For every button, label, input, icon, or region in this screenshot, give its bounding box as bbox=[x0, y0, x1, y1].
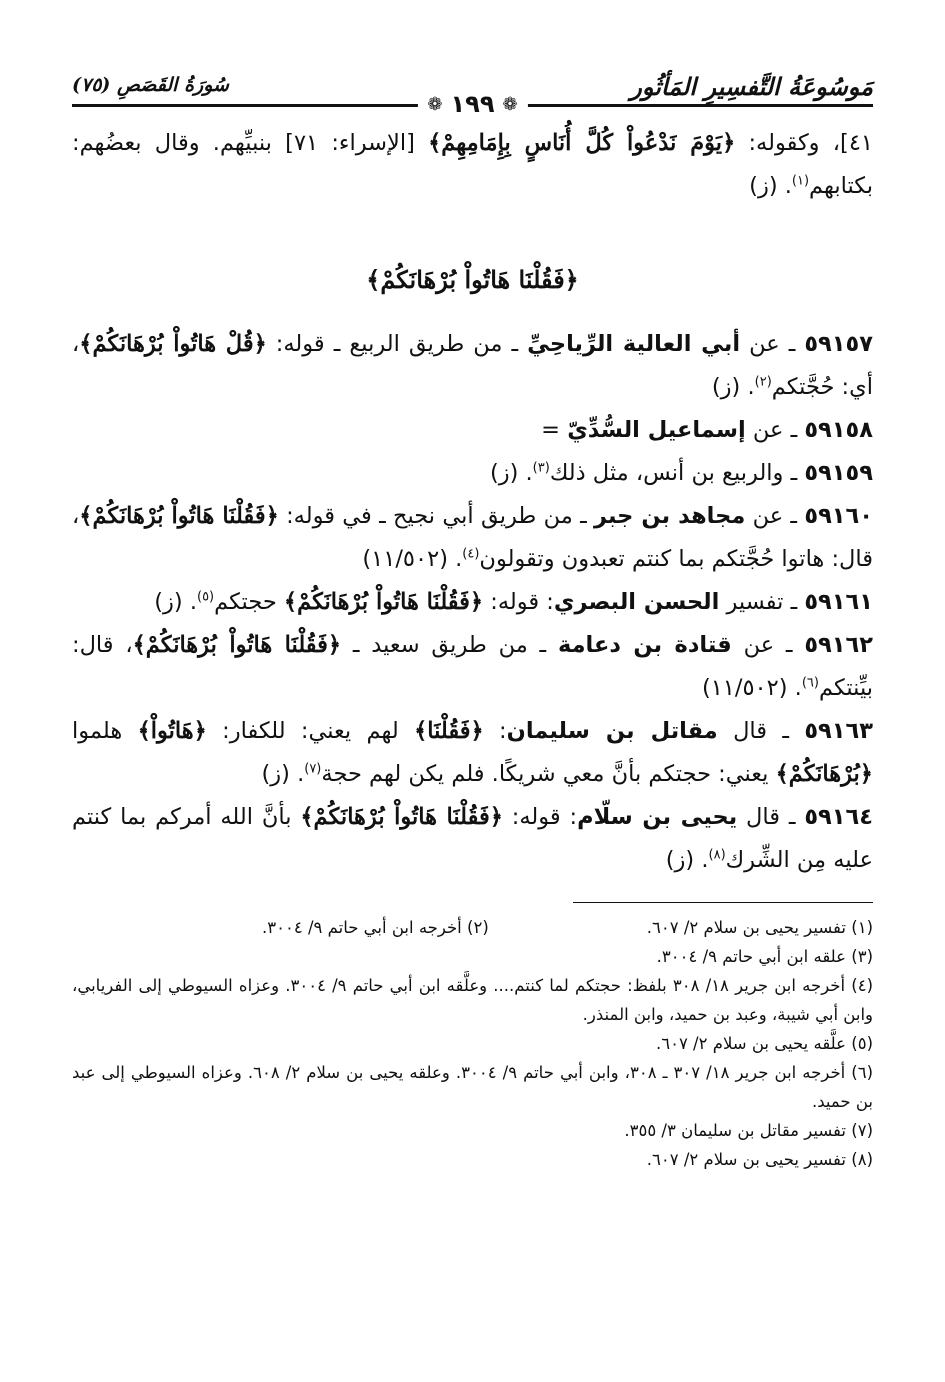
narrator-name: والربيع بن أنس bbox=[643, 460, 784, 486]
body-text bbox=[72, 122, 873, 882]
narration-number: ٥٩١٦١ bbox=[804, 589, 873, 615]
text-span: . (ز) bbox=[749, 173, 792, 199]
narration-number: ٥٩١٦٣ bbox=[804, 718, 873, 744]
text-span: ـ من طريق سعيد ـ bbox=[341, 632, 558, 658]
footnote-ref[interactable]: (٦) bbox=[801, 675, 819, 691]
quran-verse: ﴿قُلْ هَاتُواْ بُرْهَانَكُمْ﴾ bbox=[79, 331, 267, 357]
narrator-name: إسماعيل السُّدِّيّ bbox=[567, 417, 746, 443]
narration-entry bbox=[72, 796, 873, 882]
text-span: : bbox=[483, 718, 507, 744]
intro-paragraph bbox=[72, 122, 873, 208]
narrator-name: مقاتل بن سليمان bbox=[506, 718, 718, 744]
text-span: ـ عن bbox=[731, 632, 805, 658]
footnote-item: (٥) علَّقه يحيى بن سلام ٢/ ٦٠٧. bbox=[655, 1034, 873, 1053]
quran-verse: ﴿فَقُلْنَا هَاتُواْ بُرْهَانَكُمْ﴾ bbox=[283, 589, 484, 615]
narration-entry bbox=[72, 452, 873, 495]
narrator-name: قتادة بن دعامة bbox=[557, 632, 732, 658]
quran-verse: ﴿فَقُلْنَا﴾ bbox=[414, 718, 484, 744]
text-span: ، أي: حُجَّتكم bbox=[72, 331, 873, 400]
quran-verse: ﴿فَقُلْنَا هَاتُواْ بُرْهَانَكُمْ﴾ bbox=[79, 503, 279, 529]
narration-number: ٥٩١٥٩ bbox=[804, 460, 873, 486]
text-span: = bbox=[541, 417, 568, 443]
text-span: ، مثل ذلك bbox=[549, 460, 644, 486]
narrator-name: مجاهد بن جبر bbox=[594, 503, 746, 529]
text-span: ، قال: هاتوا حُجَّتكم بما كنتم تعبدون وتقولون bbox=[72, 503, 873, 572]
narration-number: ٥٩١٦٤ bbox=[804, 804, 873, 830]
footnote-item: (٢) أخرجه ابن أبي حاتم ٩/ ٣٠٠٤. bbox=[262, 918, 489, 937]
page-number: ١٩٩ bbox=[450, 90, 495, 118]
text-span: . (ز) bbox=[711, 374, 755, 400]
text-span: بأنَّ الله أمركم بما كنتم عليه مِن الشِّرك bbox=[72, 804, 873, 873]
text-span: ـ من طريق أبي نجيح ـ في قوله: bbox=[278, 503, 594, 529]
narration-number: ٥٩١٥٧ bbox=[804, 331, 873, 357]
text-span: . (ز) bbox=[154, 589, 197, 615]
narration-number: ٥٩١٦٠ bbox=[804, 503, 874, 529]
footnote-item: (٦) أخرجه ابن جرير ١٨/ ٣٠٧ ـ ٣٠٨، وابن أبي حاتم ٩/ ٣٠٠٤. وعلقه يحيى بن سلام ٢/ ٦٠٨. وعزاه السيوطي إلى عبد بن حميد. bbox=[72, 1063, 874, 1111]
page-number-box bbox=[417, 90, 527, 118]
surah-label: سُورَةُ القَصَصِ (٧٥) bbox=[72, 74, 229, 96]
narration-entry bbox=[72, 409, 873, 452]
text-span: ، قال: بيِّنتكم bbox=[72, 632, 873, 701]
text-span: ـ قال bbox=[717, 718, 805, 744]
footnote-rule bbox=[573, 902, 873, 903]
page bbox=[72, 60, 873, 1342]
text-span: . (ز) bbox=[665, 847, 709, 873]
page-header bbox=[72, 60, 873, 122]
text-span: ـ من طريق الربيع ـ قوله: bbox=[266, 331, 528, 357]
footnote-item: (٣) علقه ابن أبي حاتم ٩/ ٣٠٠٤. bbox=[656, 947, 873, 966]
narrator-name: الحسن البصري bbox=[553, 589, 720, 615]
footnote-pair bbox=[72, 913, 873, 942]
narrator-name: أبي العالية الرِّياحِيِّ bbox=[527, 331, 741, 357]
text-span: : قوله: bbox=[483, 589, 554, 615]
text-span: حجتكم bbox=[214, 589, 284, 615]
text-span: . (ز) bbox=[489, 460, 533, 486]
footnote-ref[interactable]: (٣) bbox=[532, 460, 550, 476]
narration-entry bbox=[72, 581, 873, 624]
section-heading: ﴿فَقُلْنَا هَاتُواْ بُرْهَانَكُمْ﴾ bbox=[366, 265, 579, 294]
footnote-item: (١) تفسير يحيى بن سلام ٢/ ٦٠٧. bbox=[646, 918, 873, 937]
narration-entry bbox=[72, 495, 873, 581]
text-span: [الإسراء: ٧١] بنبيِّهم. وقال بعضُهم: بكتابهم bbox=[72, 130, 873, 199]
quran-verse: ﴿يَوْمَ نَدْعُواْ كُلَّ أُنَاسٍ بِإِمَامِهِمْ﴾ bbox=[428, 130, 736, 156]
quran-verse: ﴿بُرْهَانَكُمْ﴾ bbox=[775, 761, 873, 787]
footnote-ref[interactable]: (٢) bbox=[754, 374, 772, 390]
ornament-icon: ❁ bbox=[427, 93, 443, 115]
footnote-item: (٧) تفسير مقاتل بن سليمان ٣/ ٣٥٥. bbox=[624, 1121, 873, 1140]
text-span: ـ عن bbox=[740, 331, 805, 357]
footnote-ref[interactable]: (٤) bbox=[462, 546, 480, 562]
text-span: ـ تفسير bbox=[719, 589, 805, 615]
text-span: ٤١]، وكقوله: bbox=[735, 130, 873, 156]
text-span: . (ز) bbox=[261, 761, 305, 787]
narration-number: ٥٩١٦٢ bbox=[804, 632, 873, 658]
footnote-item: (٤) أخرجه ابن جرير ١٨/ ٣٠٨ بلفظ: حجتكم لما كنتم.... وعلَّقه ابن أبي حاتم ٩/ ٣٠٠٤. وعزاه السيوطي إلى الفريابي، وابن أبي شيبة، وعبد بن حميد، وابن المنذر. bbox=[72, 976, 873, 1024]
ornament-icon: ❁ bbox=[502, 93, 518, 115]
footnote-ref[interactable]: (٨) bbox=[708, 847, 726, 863]
text-span: ـ bbox=[783, 460, 805, 486]
text-span: : قوله: bbox=[502, 804, 578, 830]
footnote-ref[interactable]: (٥) bbox=[196, 589, 215, 605]
text-span: ـ عن bbox=[745, 503, 805, 529]
narrator-name: يحيى بن سلّام bbox=[577, 804, 738, 830]
quran-verse: ﴿هَاتُواْ﴾ bbox=[137, 718, 207, 744]
text-span: لهم يعني: للكفار: bbox=[206, 718, 415, 744]
volume-page-code: . (١١/٥٠٢) bbox=[362, 546, 463, 572]
text-span: ـ عن bbox=[745, 417, 805, 443]
footnote-ref[interactable]: (١) bbox=[791, 173, 810, 189]
text-span: يعني: حجتكم بأنَّ معي شريكًا. فلم يكن لهم حجة bbox=[321, 761, 776, 787]
narration-entry bbox=[72, 323, 873, 409]
quran-verse: ﴿فَقُلْنَا هَاتُواْ بُرْهَانَكُمْ﴾ bbox=[132, 632, 342, 658]
footnote-ref[interactable]: (٧) bbox=[304, 761, 322, 777]
narration-entry bbox=[72, 710, 873, 796]
text-span: ـ قال bbox=[737, 804, 805, 830]
volume-page-code: . (١١/٥٠٢) bbox=[701, 675, 802, 701]
footnote-item: (٨) تفسير يحيى بن سلام ٢/ ٦٠٧. bbox=[646, 1150, 873, 1169]
text-span: هلموا bbox=[72, 718, 138, 744]
quran-verse: ﴿فَقُلْنَا هَاتُواْ بُرْهَانَكُمْ﴾ bbox=[300, 804, 503, 830]
narration-entry bbox=[72, 624, 873, 710]
footnotes bbox=[72, 913, 873, 1174]
narration-number: ٥٩١٥٨ bbox=[804, 417, 873, 443]
running-title: مَوسُوعَةُ التَّفسِيرِ المَأثُور bbox=[630, 72, 873, 101]
